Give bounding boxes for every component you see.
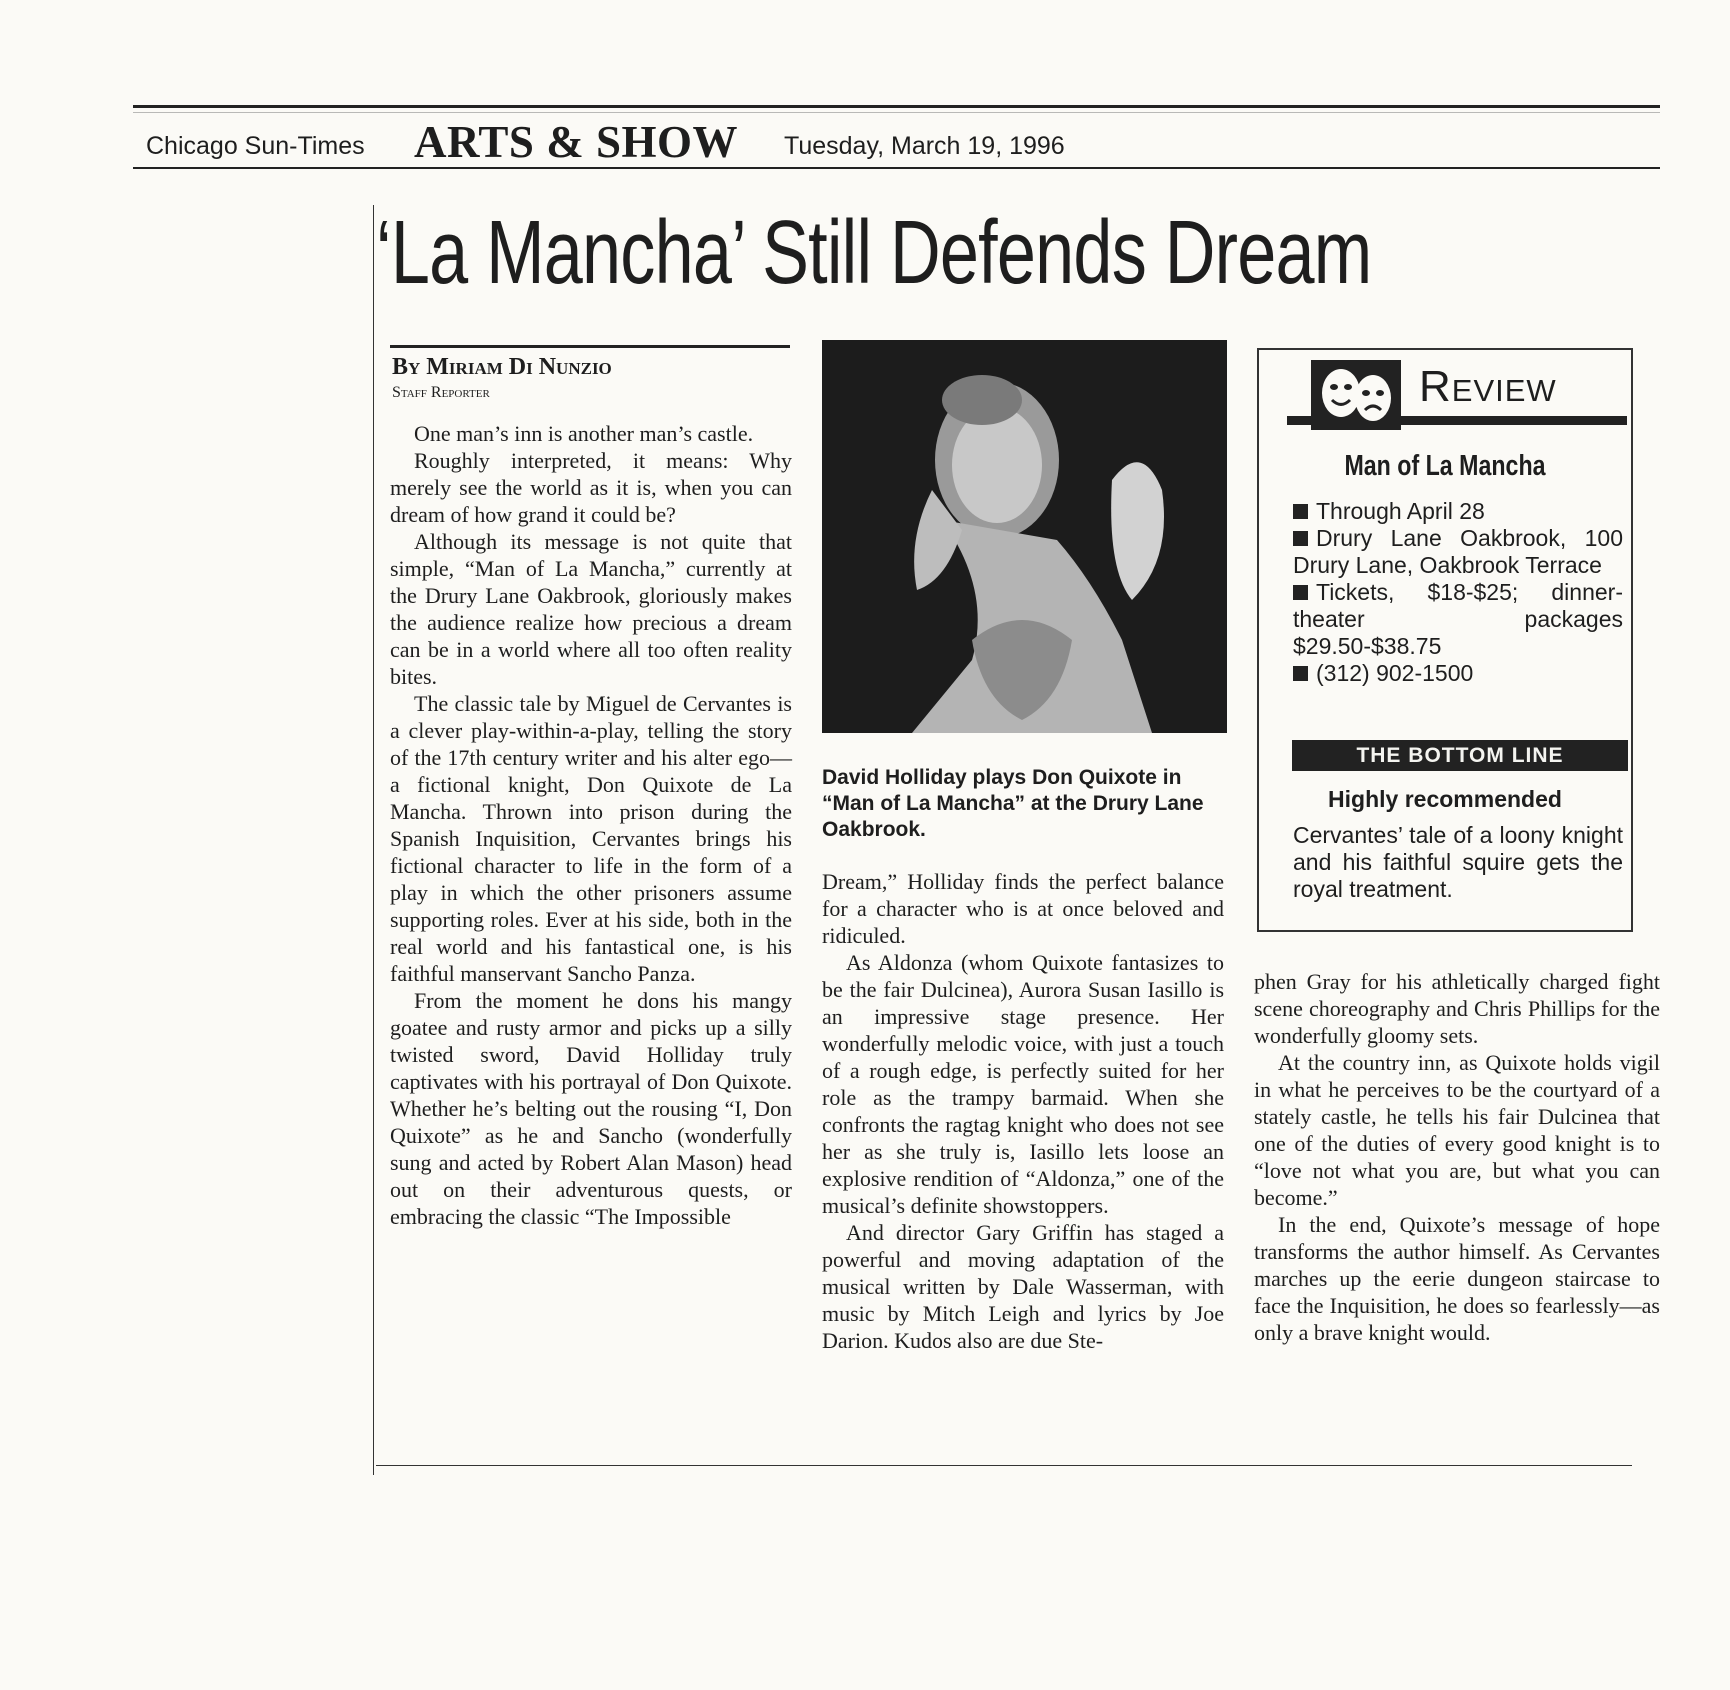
section-name: ARTS & SHOW bbox=[414, 117, 738, 167]
show-title: Man of La Mancha bbox=[1344, 450, 1546, 482]
photo-caption: David Holliday plays Don Quixote in “Man of La Mancha” at the Drury Lane Oakbrook. bbox=[822, 766, 1204, 841]
top-rule bbox=[133, 105, 1660, 108]
article-left-rule bbox=[373, 205, 374, 1475]
square-bullet-icon bbox=[1293, 531, 1308, 546]
paragraph: In the end, Quixote’s message of hope transforms the author himself. As Cervantes marches up the eerie dungeon staircase to face the Inquisition, he does so fearlessly—as only a brave knight would. bbox=[1254, 1212, 1660, 1345]
paragraph: One man’s inn is another man’s castle. bbox=[414, 421, 754, 446]
detail-item bbox=[1293, 579, 1623, 660]
photo-illustration bbox=[822, 340, 1227, 733]
square-bullet-icon bbox=[1293, 504, 1308, 519]
paragraph: At the country inn, as Quixote holds vigil in what he perceives to be the courtyard of a stately castle, he tells his fair Dulcinea that one of the duties of every good knight is to “love not what you are, but what you can become.” bbox=[1254, 1050, 1660, 1210]
square-bullet-icon bbox=[1293, 666, 1308, 681]
article-column-3 bbox=[1254, 968, 1660, 1346]
detail-text: Through April 28 bbox=[1316, 498, 1485, 524]
paragraph: phen Gray for his athletically charged fight scene choreography and Chris Phillips for the wonderfully gloomy sets. bbox=[1254, 969, 1660, 1048]
show-details bbox=[1293, 498, 1623, 687]
headline: ‘La Mancha’ Still Defends Dream bbox=[376, 203, 1372, 303]
detail-text: (312) 902-1500 bbox=[1316, 660, 1474, 686]
paragraph: Although its message is not quite that simple, “Man of La Mancha,” currently at the Drury Lane Oakbrook, gloriously makes the audience realize how precious a dream can be in a world where all too often reality bites. bbox=[390, 529, 792, 689]
byline-role: Staff Reporter bbox=[392, 384, 490, 401]
top-rule-thin bbox=[133, 112, 1660, 113]
byline: By Miriam Di Nunzio bbox=[392, 354, 612, 380]
detail-item bbox=[1293, 525, 1623, 579]
comedy-tragedy-masks-icon bbox=[1311, 360, 1401, 430]
paragraph: Roughly interpreted, it means: Why merely see the world as it is, when you can dream of how grand it could be? bbox=[390, 448, 792, 527]
verdict: Highly recommended bbox=[1328, 786, 1562, 812]
paragraph: Dream,” Holliday finds the perfect balance for a character who is at once beloved and ridiculed. bbox=[822, 869, 1224, 948]
review-box bbox=[1257, 348, 1633, 932]
paragraph: As Aldonza (whom Quixote fantasizes to be the fair Dulcinea), Aurora Susan Iasillo is an impressive stage presence. Her wonderfully melodic voice, with just a touch of a rough edge, is perfectly suited for her role as the trampy barmaid. When she confronts the ragtag knight who does not see her as she truly is, Iasillo lets loose an explosive rendition of “Aldonza,” one of the musical’s definite showstoppers. bbox=[822, 950, 1224, 1218]
detail-text: Tickets, $18-$25; dinner-theater packages $29.50-$38.75 bbox=[1293, 579, 1623, 659]
article-column-1 bbox=[390, 420, 792, 1230]
paragraph: The classic tale by Miguel de Cervantes is a clever play-within-a-play, telling the story of the 17th century writer and his alter ego—a fictional knight, Don Quixote de La Mancha. Thrown into prison during the Spanish Inquisition, Cervantes brings his fictional character to life in the form of a play in which the other prisoners assume supporting roles. Ever at his side, both in the real world and his fantastical one, is his faithful manservant Sancho Panza. bbox=[390, 691, 792, 986]
article-photo bbox=[822, 340, 1227, 733]
byline-rule bbox=[390, 345, 790, 348]
detail-text: Drury Lane Oakbrook, 100 Drury Lane, Oakbrook Terrace bbox=[1293, 525, 1623, 578]
issue-date: Tuesday, March 19, 1996 bbox=[784, 132, 1065, 160]
masks-icon-graphic bbox=[1311, 360, 1401, 430]
masthead bbox=[146, 116, 1646, 166]
square-bullet-icon bbox=[1293, 585, 1308, 600]
review-label: Review bbox=[1415, 362, 1561, 412]
detail-item bbox=[1293, 660, 1623, 687]
masthead-rule bbox=[133, 167, 1660, 169]
detail-item bbox=[1293, 498, 1623, 525]
article-column-2 bbox=[822, 868, 1224, 1354]
bottom-line-label: THE BOTTOM LINE bbox=[1292, 740, 1628, 771]
paragraph: And director Gary Griffin has staged a powerful and moving adaptation of the musical written by Dale Wasserman, with music by Mitch Leigh and lyrics by Joe Darion. Kudos also are due Ste- bbox=[822, 1220, 1224, 1353]
review-summary: Cervantes’ tale of a loony knight and his faithful squire gets the royal treatment. bbox=[1293, 822, 1623, 902]
article-bottom-rule bbox=[376, 1465, 1632, 1466]
paragraph: From the moment he dons his mangy goatee and rusty armor and picks up a silly twisted sword, David Holliday truly captivates with his portrayal of Don Quixote. Whether he’s belting out the rousing “I, Don Quixote” as he and Sancho (wonderfully sung and acted by Robert Alan Mason) head out on their adventurous quests, or embracing the classic “The Impossible bbox=[390, 988, 792, 1229]
paper-name: Chicago Sun-Times bbox=[146, 132, 365, 160]
